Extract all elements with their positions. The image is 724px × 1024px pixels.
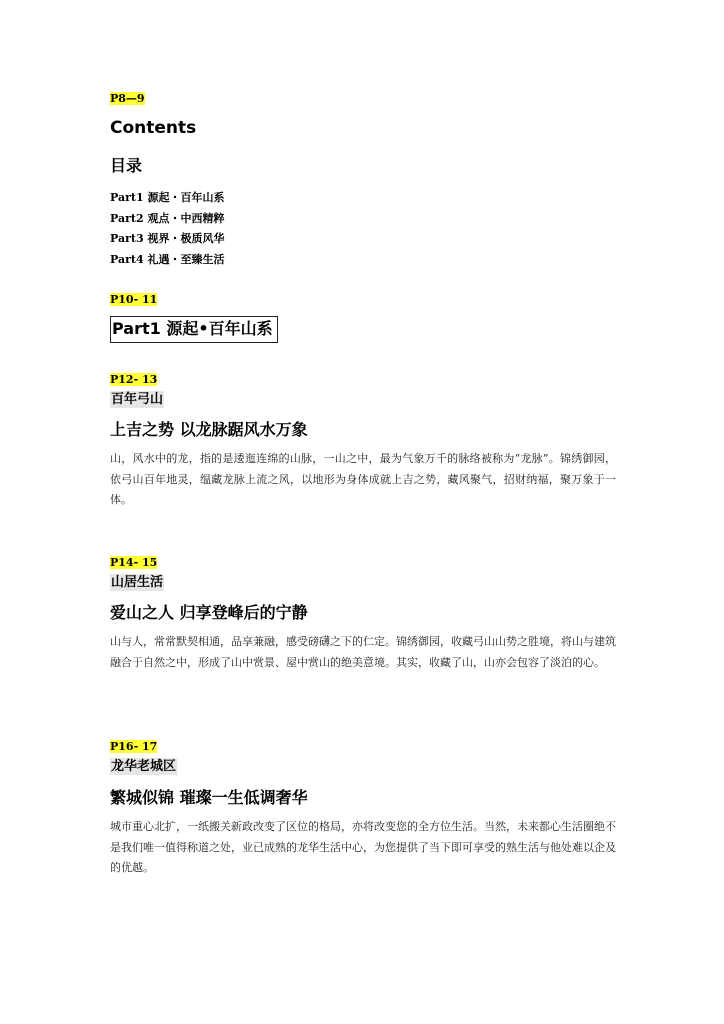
page-label (110, 556, 157, 569)
section-body: 山与人，常常默契相通，品享兼融，感受磅礴之下的仁定。锦绣御园，收藏弓山山势之胜境，将山与建筑融合于自然之中，形成了山中赏景、屋中赏山的绝美意境。其实，收藏了山，山亦会包容了淡泊的心。 (110, 635, 616, 669)
toc-item: Part1 源起・百年山系 (110, 191, 225, 204)
page-label-text: P12- 13 (110, 373, 158, 386)
toc-item: Part2 观点・中西精粹 (110, 211, 225, 225)
page-label (110, 293, 157, 306)
page-label-text: P10- 11 (110, 293, 158, 306)
section-body: 城市重心北扩，一纸搬关新政改变了区位的格局，亦将改变您的全方位生活。当然，未来都心生活圈绝不是我们唯一值得称道之处，业已成熟的龙华生活中心，为您提供了当下即可享受的熟生活与他处难以企及的优越。 (110, 820, 616, 874)
page-label-text: P14- 15 (110, 556, 158, 569)
contents-title-cn: 目录 (110, 156, 143, 175)
section-subtitle: 龙华老城区 (111, 759, 177, 774)
section-title: 爱山之人 归享登峰后的宁静 (110, 603, 308, 622)
contents-title: Contents (110, 118, 197, 138)
page-label (110, 373, 157, 386)
page-label (110, 740, 157, 753)
section-title: 上吉之势 以龙脉踞风水万象 (110, 420, 308, 439)
section-title: 繁城似锦 璀璨一生低调奢华 (110, 788, 308, 807)
page-label (110, 92, 145, 105)
part-heading: Part1 源起•百年山系 (110, 316, 278, 343)
section-body: 山，风水中的龙，指的是逶迤连绵的山脉，一山之中，最为气象万千的脉络被称为“龙脉”。锦绣御园，依弓山百年地灵，缊藏龙脉上流之风，以地形为身体成就上吉之势，藏风聚气，招财纳福，聚万象于一体。 (110, 452, 616, 506)
toc-item: Part4 礼遇・至臻生活 (110, 252, 225, 266)
toc-item: Part3 视界・极质风华 (110, 232, 225, 245)
section-subtitle: 山居生活 (111, 575, 164, 590)
page-label-text: P8—9 (110, 92, 145, 105)
table-of-contents (110, 188, 224, 270)
page-label-text: P16- 17 (110, 740, 158, 753)
section-subtitle: 百年弓山 (111, 392, 164, 407)
